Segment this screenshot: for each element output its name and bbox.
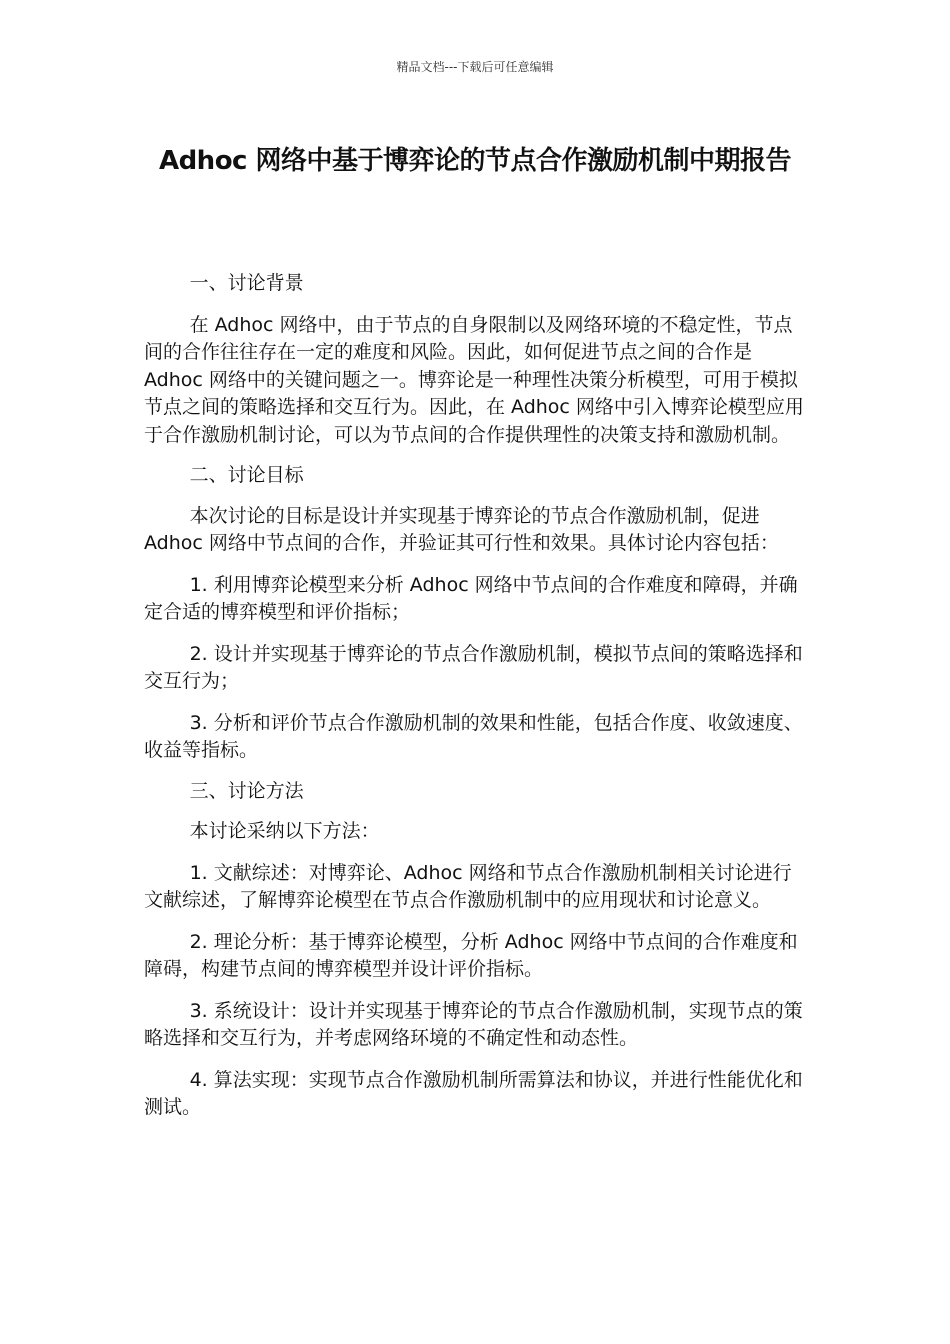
- list-item-method-3: 3. 系统设计：设计并实现基于博弈论的节点合作激励机制，实现节点的策略选择和交互行为，并考虑网络环境的不确定性和动态性。: [144, 999, 803, 1049]
- list-item-method-4: 4. 算法实现：实现节点合作激励机制所需算法和协议，并进行性能优化和测试。: [144, 1068, 803, 1118]
- list-item-goal-2: 2. 设计并实现基于博弈论的节点合作激励机制，模拟节点间的策略选择和交互行为；: [144, 642, 803, 692]
- section-heading-methods: 三、讨论方法: [189, 779, 304, 802]
- paragraph-methods-intro: 本讨论采纳以下方法：: [189, 820, 380, 842]
- paragraph-background: 在 Adhoc 网络中，由于节点的自身限制以及网络环境的不稳定性，节点间的合作往往存在一定的难度和风险。因此，如何促进节点之间的合作是 Adhoc 网络中的关键问题之一。博弈论是一种理性决策分析模型，可用于模拟节点之间的策略选择和交互行为。因此，在 Adhoc 网络中引入博弈论模型应用于合作激励机制讨论，可以为节点间的合作提供理性的决策支持和激励机制。: [144, 313, 804, 446]
- list-item-goal-3: 3. 分析和评价节点合作激励机制的效果和性能，包括合作度、收敛速度、收益等指标。: [144, 711, 803, 761]
- list-item-goal-1: 1. 利用博弈论模型来分析 Adhoc 网络中节点间的合作难度和障碍，并确定合适的博弈模型和评价指标；: [144, 573, 798, 623]
- header-note: 精品文档---下载后可任意编辑: [396, 60, 554, 74]
- list-item-method-1: 1. 文献综述：对博弈论、Adhoc 网络和节点合作激励机制相关讨论进行文献综述，了解博弈论模型在节点合作激励机制中的应用现状和讨论意义。: [144, 861, 792, 911]
- document-body: [144, 270, 808, 1122]
- section-heading-background: 一、讨论背景: [189, 272, 304, 294]
- paragraph-goals-intro: 本次讨论的目标是设计并实现基于博弈论的节点合作激励机制，促进 Adhoc 网络中节点间的合作，并验证其可行性和效果。具体讨论内容包括：: [144, 504, 779, 554]
- list-item-method-2: 2. 理论分析：基于博弈论模型，分析 Adhoc 网络中节点间的合作难度和障碍，构建节点间的博弈模型并设计评价指标。: [144, 930, 798, 980]
- section-heading-goals: 二、讨论目标: [189, 464, 304, 486]
- document-title: Adhoc 网络中基于博弈论的节点合作激励机制中期报告: [158, 146, 792, 176]
